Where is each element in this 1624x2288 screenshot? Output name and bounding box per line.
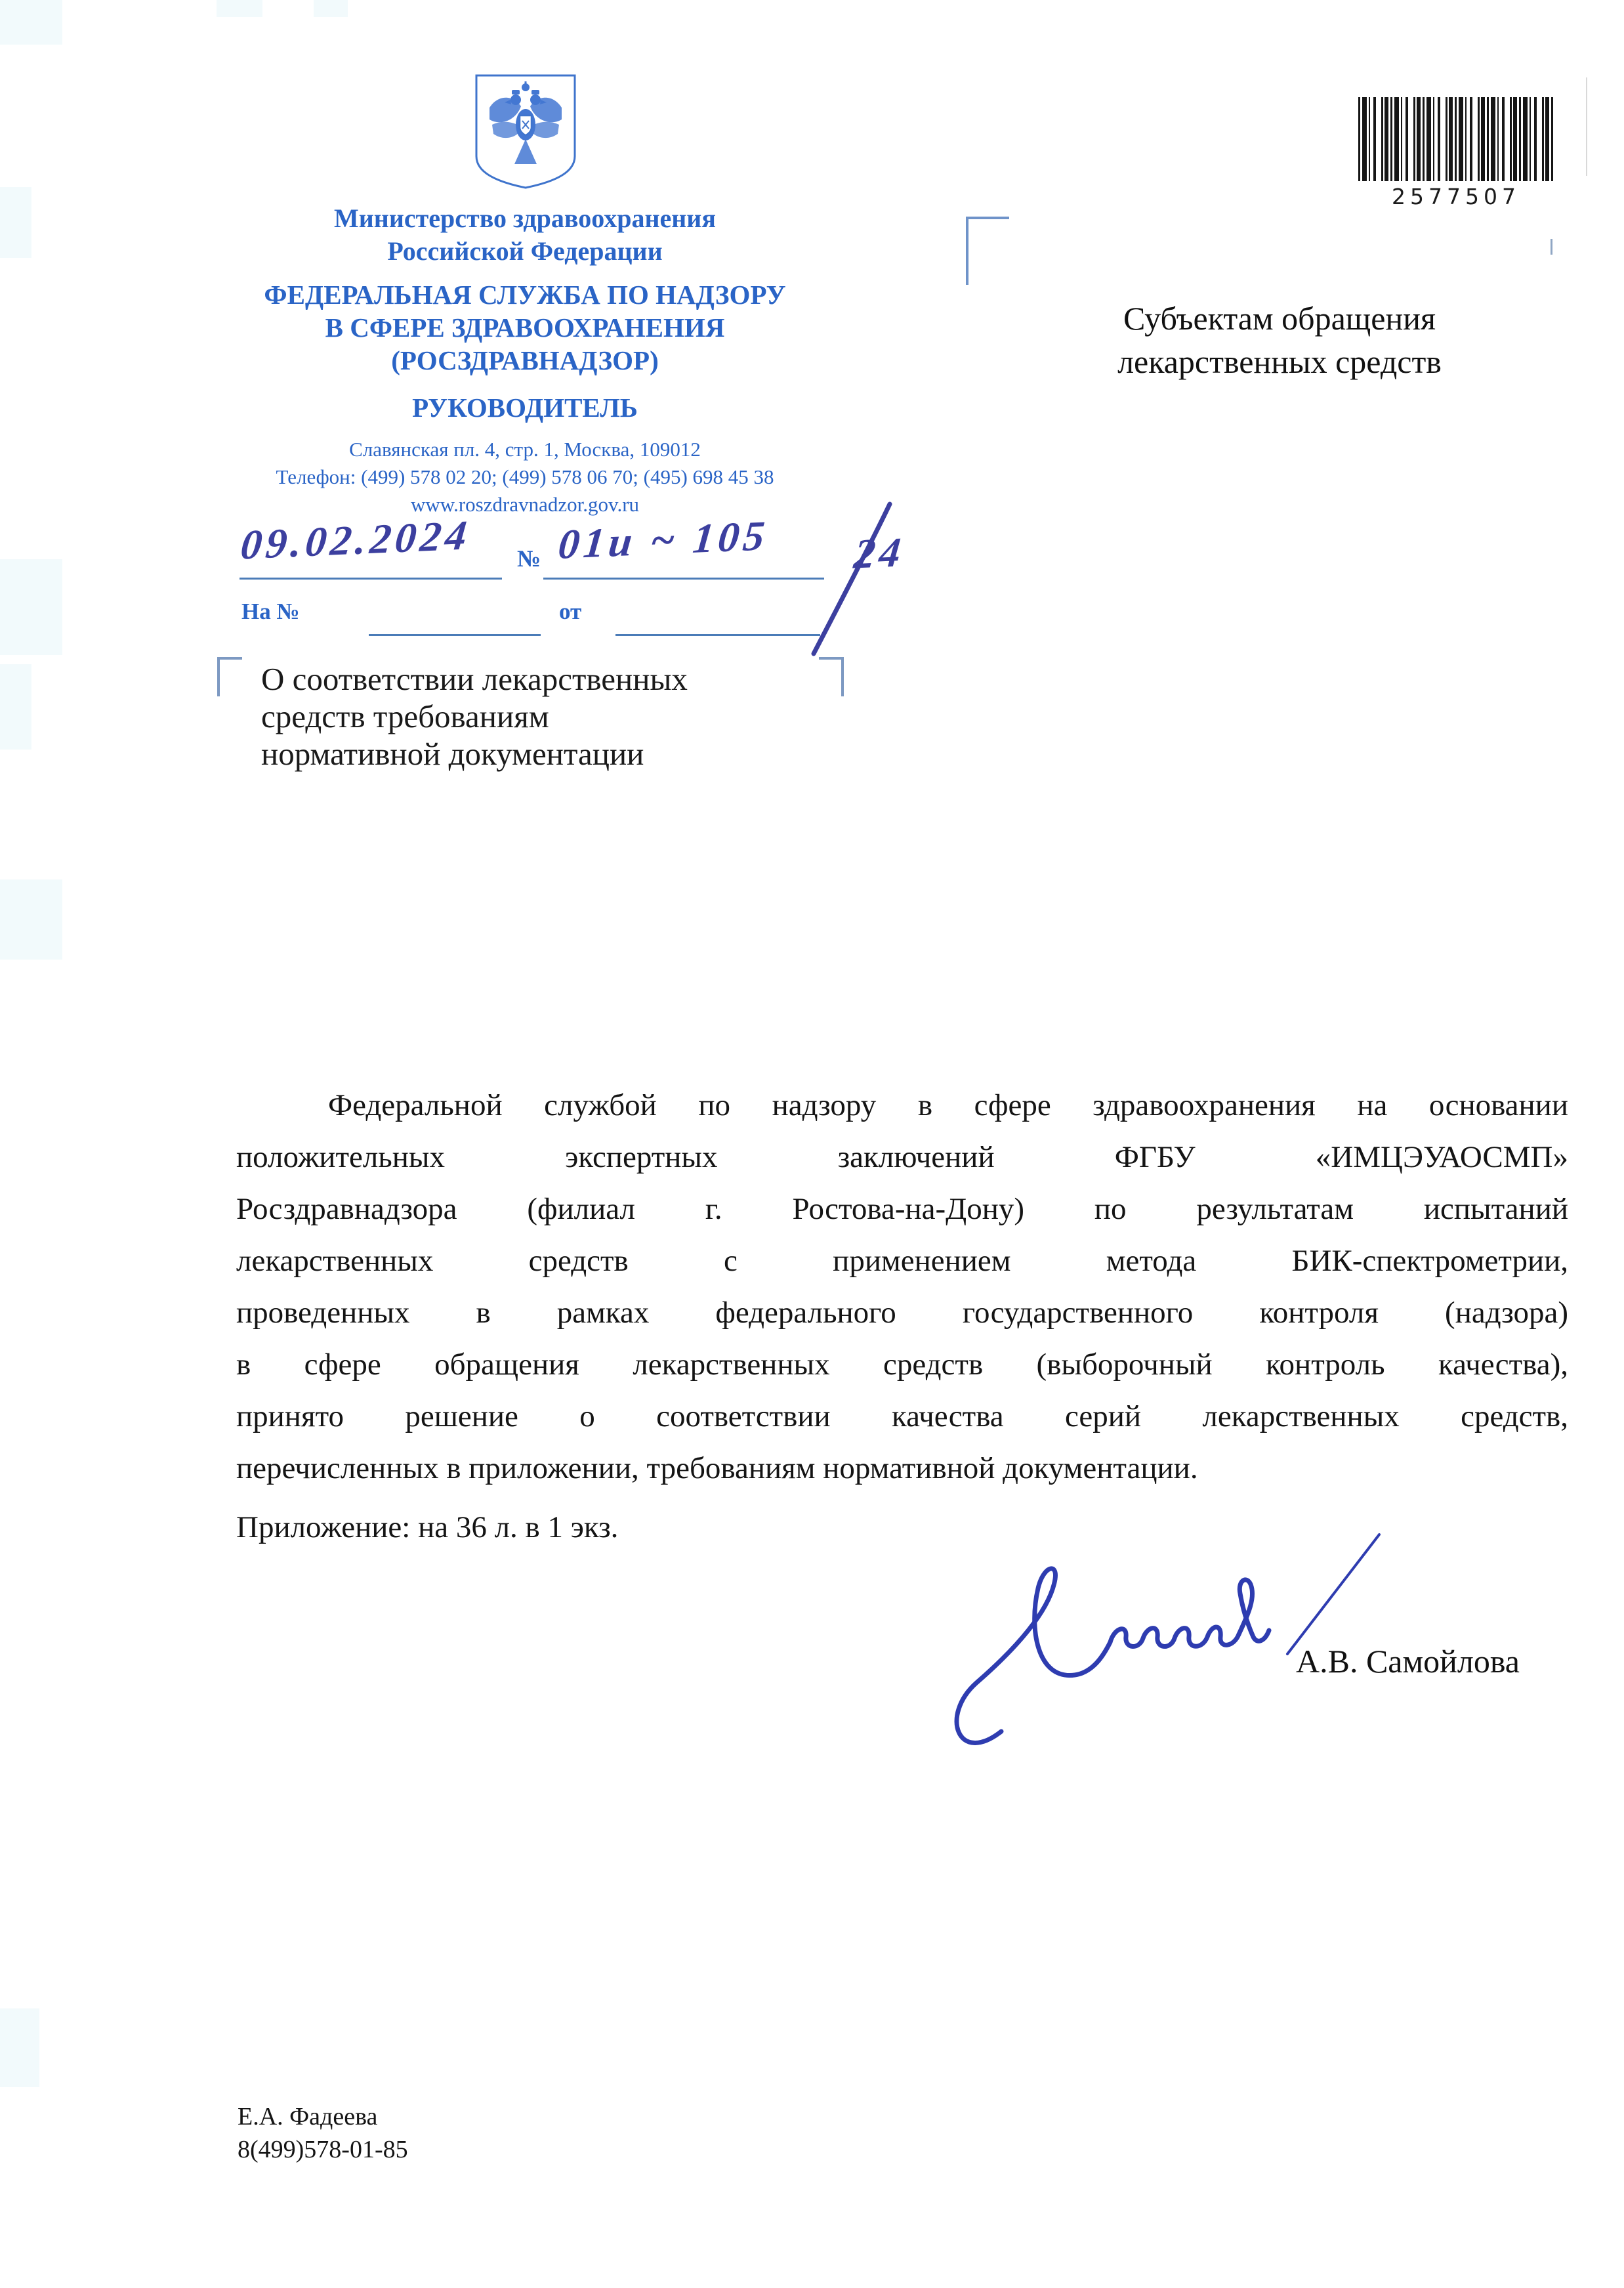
executor-name: Е.А. Фадеева <box>238 2103 378 2130</box>
barcode-number: 2577507 <box>1392 184 1520 209</box>
body-line: принято решение о соответствии качества серий лекарственных средств, <box>236 1399 1568 1433</box>
subject-corner-left <box>217 657 242 696</box>
handwritten-number-suffix: 24 <box>852 528 907 578</box>
subject-line-1: О соответствии лекарственных <box>261 661 688 697</box>
scan-artifact <box>314 0 348 17</box>
handwritten-date: 09.02.2024 <box>238 511 473 568</box>
ministry-line-1: Министерство здравоохранения <box>334 203 716 233</box>
service-line-3: (РОСЗДРАВНАДЗОР) <box>391 345 659 375</box>
reply-number-rule <box>369 634 541 636</box>
date-rule <box>239 578 502 580</box>
attachment-note: Приложение: на 36 л. в 1 экз. <box>236 1510 619 1544</box>
scan-artifact <box>0 879 62 960</box>
subject-line-2: средств требованиям <box>261 698 549 734</box>
service-name <box>210 278 840 377</box>
signature-ink <box>938 1515 1398 1764</box>
barcode <box>1358 97 1554 181</box>
handwritten-number: 01и ~ 105 <box>556 512 771 568</box>
subject-block <box>261 660 825 773</box>
body-line: положительных экспертных заключений ФГБУ «ИМЦЭУАОСМП» <box>236 1140 1568 1174</box>
body-line: перечисленных в приложении, требованиям нормативной документации. <box>236 1451 1198 1485</box>
body-line: лекарственных средств с применением метода БИК-спектрометрии, <box>236 1244 1568 1278</box>
position-title: РУКОВОДИТЕЛЬ <box>412 392 638 423</box>
scan-artifact <box>0 559 62 655</box>
body-paragraph <box>236 1080 1568 1494</box>
scan-artifact <box>0 187 31 258</box>
recipient-corner-mark <box>966 217 1009 285</box>
fold-mark <box>1551 239 1552 255</box>
subject-line-3: нормативной документации <box>261 736 644 772</box>
contact-block <box>184 436 866 519</box>
body-line: проведенных в рамках федерального государственного контроля (надзора) <box>236 1296 1568 1330</box>
phones-line: Телефон: (499) 578 02 20; (499) 578 06 70; (495) 698 45 38 <box>276 465 774 488</box>
executor-block <box>238 2100 408 2166</box>
recipient-line-2: лекарственных средств <box>1117 343 1442 380</box>
recipient-line-1: Субъектам обращения <box>1123 300 1436 337</box>
scan-artifact <box>217 0 262 17</box>
number-sign: № <box>517 545 541 572</box>
website-line: www.roszdravnadzor.gov.ru <box>410 493 640 516</box>
scan-artifact <box>0 2008 39 2087</box>
ministry-name <box>276 202 774 268</box>
reply-number-label: На № <box>241 599 300 624</box>
scan-artifact <box>0 664 31 750</box>
executor-phone: 8(499)578-01-85 <box>238 2136 408 2163</box>
ministry-line-2: Российской Федерации <box>387 236 663 266</box>
scan-artifact <box>0 0 62 45</box>
page-edge-shadow <box>1586 77 1587 176</box>
body-line: Росздравнадзора (филиал г. Ростова-на-Дону) по результатам испытаний <box>236 1192 1568 1226</box>
body-line: в сфере обращения лекарственных средств (выборочный контроль качества), <box>236 1347 1568 1382</box>
coat-of-arms-icon <box>474 74 577 190</box>
recipient-block <box>1037 297 1522 383</box>
address-line: Славянская пл. 4, стр. 1, Москва, 109012 <box>349 438 701 461</box>
number-rule <box>543 578 824 580</box>
service-line-2: В СФЕРЕ ЗДРАВООХРАНЕНИЯ <box>325 312 725 343</box>
reply-from-rule <box>615 634 820 636</box>
signer-name: А.В. Самойлова <box>1296 1643 1520 1680</box>
body-line: Федеральной службой по надзору в сфере здравоохранения на основании <box>328 1088 1568 1122</box>
reply-from-label: от <box>559 599 582 624</box>
service-line-1: ФЕДЕРАЛЬНАЯ СЛУЖБА ПО НАДЗОРУ <box>264 280 786 310</box>
